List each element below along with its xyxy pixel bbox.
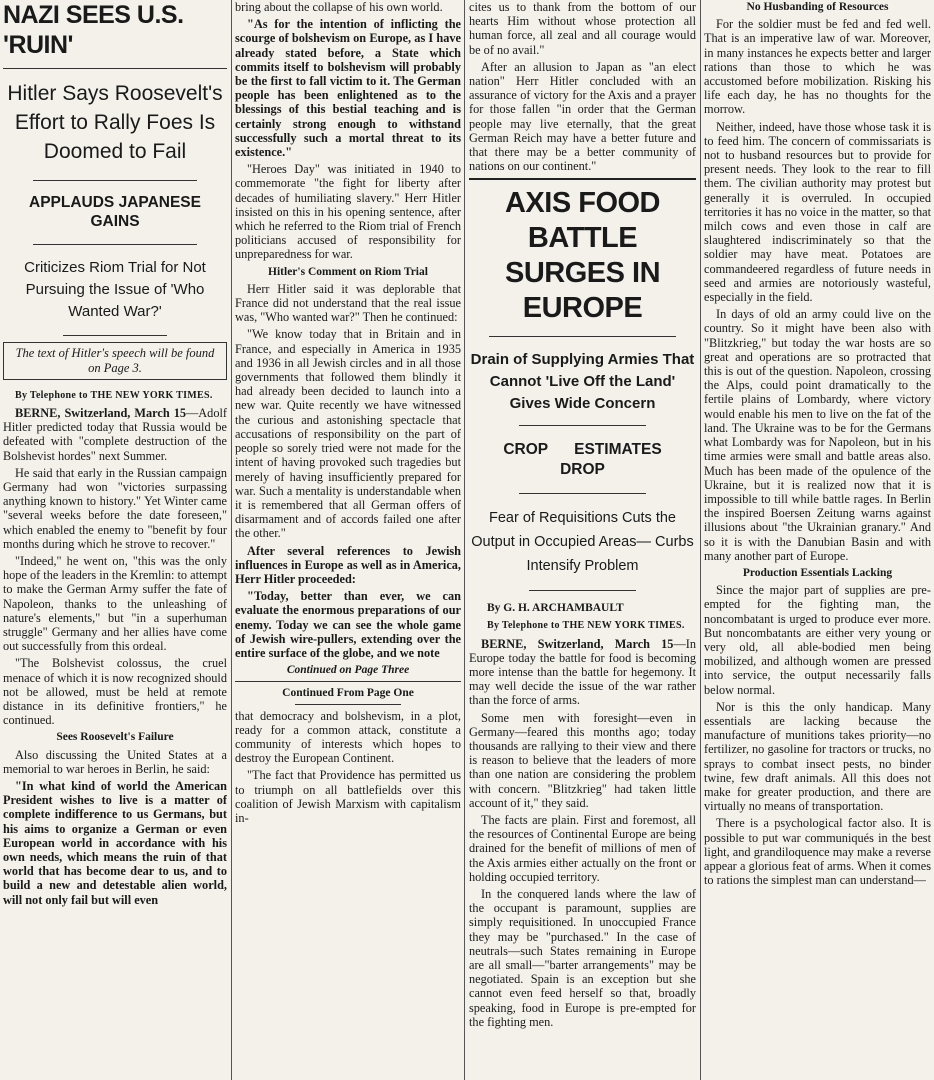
article-paragraph: "In what kind of world the American President wishes to live is a matter of complete indifference to us Germans, but his aims to organize a German or even European world in accordance with his own needs, which means the ruin of that world that has become dear to us, and to build a new and detestable alien world, will not only fail but will even [3, 779, 227, 907]
speech-text-note: The text of Hitler's speech will be found on Page 3. [3, 342, 227, 380]
divider [519, 425, 646, 426]
subhead-production-essentials: Production Essentials Lacking [742, 566, 893, 579]
article-paragraph: In the conquered lands where the law of the occupant is paramount, supplies are simply requisitioned. In unoccupied France they may be "purchased." In the case of neutrals—such States remaining in Europe are all small—"barter arrangements" may be negotiated. Spain is an exception but she cannot even feed herself so that, broadly speaking, food in Europe is pre-empted for the fighting men. [469, 887, 696, 1029]
paragraph-text: —Adolf Hitler predicted today that Russia would be defeated with "complete destruction of the Bolshevist hordes" next Summer. [3, 405, 227, 463]
article-paragraph: that democracy and bolshevism, in a plot, ready for a common attack, constitute a community of interests which hopes to destroy the European Continent. [235, 708, 461, 766]
column-2 [235, 0, 461, 828]
article-paragraph: "We know today that in Britain and in France, and especially in America in 1935 and 1936 in all Jewish circles and in all those governments that followed them blindly it had already been decided to launch into a new war. Quite recently we have witnessed the curious and astonishing spectacle that accusations of responsibility on the part of people so sorely tried were not made for the intent of having provoked such tragedies but merely of having insufficiently prepared for war. Such a mentality is understandable when it is remembered that all German offers of disarmament and of accords failed one after the other." [235, 327, 461, 541]
divider [33, 180, 197, 181]
divider [33, 244, 197, 245]
article-paragraph [3, 406, 227, 463]
byline-text: By Telephone to THE NEW YORK TIMES. [487, 620, 685, 632]
continued-on-page-three: Continued on Page Three [286, 664, 410, 677]
article-paragraph: For the soldier must be fed and fed well. That is an imperative law of war. Moreover, in many instances he expects better and larger rations than those to which he was accustomed before mobilization. Risking his life each day, he has no thoughts for the morrow. [704, 17, 931, 117]
article-paragraph: Nor is this the only handicap. Many essentials are lacking because the manufacture of munitions takes priority—no fertilizer, no gasoline for tractors or trucks, no sprays to combat insect pests, no binder twine, few draft animals. All this does not make for greater production, and there are virtually no means of transportation. [704, 699, 931, 814]
divider [3, 68, 227, 69]
divider [295, 704, 401, 705]
divider [469, 178, 696, 180]
subhead-no-husbanding: No Husbanding of Resources [746, 1, 889, 13]
deck-criticizes-riom: Criticizes Riom Trial for Not Pursuing the Issue of 'Who Wanted War?' [24, 258, 206, 320]
article-paragraph: Herr Hitler said it was deplorable that France did not understand that the real issue was, "Who wanted war?" Then he continued: [235, 281, 461, 325]
divider [235, 681, 461, 682]
article-paragraph: "The Bolshevist colossus, the cruel menace of which it is now recognized should not be allowed, must be held at remote distance in its definitive frontiers," he continued. [3, 656, 227, 728]
article-paragraph: There is a psychological factor also. It is possible to put war communiqués in the best light, and grandiloquence may make a reverse appear a glorious feat of arms. When it comes to rations the simplest man can understand— [704, 816, 931, 888]
article-paragraph [469, 637, 696, 708]
article-paragraph: The facts are plain. First and foremost, all the resources of Continental Europe are being drained for the benefit of millions of men of the Axis armies either actually on the front or holding occupied territory. [469, 813, 696, 884]
article-paragraph: Some men with foresight—even in Germany—feared this months ago; today thousands are rallying to their view and there is reason to believe that the leaders of more than one nation are considering the problem with concern. "Blitzkrieg" had taken little account of it," they said. [469, 710, 696, 810]
deck-crop-estimates-drop: CROP ESTIMATES DROP [503, 441, 662, 478]
divider [529, 590, 636, 591]
article-paragraph: "Indeed," he went on, "this was the only hope of the leaders in the Kremlin: to attempt to make the German Army suffer the fate of Napoleon, thanks to the unleashing of nature's elements," but "in a superhuman struggle" Germany and her allies have come out successfully from this ordeal. [3, 553, 227, 654]
byline [469, 618, 696, 633]
article-paragraph: He said that early in the Russian campaign Germany had won "victories surpassing anything known to history." Yet Winter came "several weeks before the date foreseen," which enabled the enemy to "benefit by four months during which he strove to recover." [3, 465, 227, 551]
article-paragraph: Since the major part of supplies are pre-empted for the fighting man, the noncombatant is urged to produce ever more. But noncombatants are either very young or very old, all able-bodied men being mobilized, and although women are pressed into service, the output necessarily falls below normal. [704, 583, 931, 697]
headline-nazi-sees-us-ruin: NAZI SEES U.S. 'RUIN' [3, 1, 184, 59]
deck-fear-of-requisitions: Fear of Requisitions Cuts the Output in Occupied Areas— Curbs Intensify Problem [471, 510, 694, 575]
divider [519, 493, 646, 494]
article-paragraph: cites us to thank from the bottom of our hearts Him without whose protection all human force, all zeal and all courage would be of no avail." [469, 0, 696, 57]
author-byline: By G. H. ARCHAMBAULT [487, 602, 624, 615]
dateline: BERNE, Switzerland, March 15 [481, 636, 674, 651]
continued-from-page-one: Continued From Page One [282, 687, 414, 700]
column-4 [704, 0, 931, 890]
article-paragraph: Also discussing the United States at a memorial to war heroes in Berlin, he said: [3, 747, 227, 776]
divider [63, 335, 167, 336]
byline [3, 388, 227, 403]
article-paragraph: bring about the collapse of his own world. [235, 0, 443, 14]
article-paragraph: In days of old an army could live on the country. So it might have been also with "Blitzkrieg," but today the war hosts are so great and operations are so protracted that this is out of the question. Napoleon, crossing the Alps, could point dramatically to the fertile plains of Lombardy, where victory would enable his men to live on the fat of the land. The Ukraine was to be for the Germans what Lombardy was for Napoleon, but in his time armies were small and battle areas also. Much has been made of the opulence of the Ukraine, but it is realized now that it is impossible to till while battle rages. In Berlin the inspired Boersen Zeitung warns against illusions about "the Ukrainian granary." And so it is with the Danubian Basin and with many another part of Europe. [704, 307, 931, 563]
byline-text: By Telephone to THE NEW YORK TIMES. [15, 389, 213, 401]
article-paragraph: "Today, better than ever, we can evaluate the enormous preparations of our enemy. Today we can see the whole game of Jewish wire-pullers, extending over the entire surface of the globe, and we note [235, 589, 461, 660]
headline-axis-food-battle: AXIS FOOD BATTLE SURGES IN EUROPE [504, 187, 661, 325]
divider [489, 336, 676, 337]
column-1 [3, 0, 227, 910]
subhead-hitlers-comment-riom: Hitler's Comment on Riom Trial [268, 265, 428, 278]
deck-hitler-says: Hitler Says Roosevelt's Effort to Rally Foes Is Doomed to Fail [7, 82, 223, 163]
article-paragraph: "Heroes Day" was initiated in 1940 to commemorate "the fight for liberty after decades of humiliating slavery." Herr Hitler insisted on this in his opening sentence, after which he referred to the Riom trial of French politicians accused of responsibility for unpreparedness for war. [235, 162, 461, 262]
column-3 [469, 0, 696, 1032]
column-rule [464, 0, 465, 1080]
article-paragraph: Neither, indeed, have those whose task it is to feed him. The concern of commissariats is not to husband resources but to provide for present needs. They look to the rear to fill them. The civilian authority may protest but generally it is overruled. In occupied territories it has no voice in the matter, so that milch cows and even those in calf are slaughtered indiscriminately so that the soldier may have meat. Potatoes are commandeered regardless of future needs in seed and armies are notoriously wasteful, especially in the field. [704, 119, 931, 305]
article-paragraph: "The fact that Providence has permitted us to triumph on all battlefields over this coalition of Jewish Marxism with capitalism in- [235, 768, 461, 825]
subhead-sees-roosevelts-failure: Sees Roosevelt's Failure [56, 731, 174, 744]
deck-drain-of-supplying: Drain of Supplying Armies That Cannot 'Live Off the Land' Gives Wide Concern [470, 351, 695, 413]
article-paragraph: After an allusion to Japan as "an elect nation" Herr Hitler concluded with an assurance of victory for the Axis and a prayer for those fallen "in order that the German people may live eternally, that the great German Reich may have a better future and that there may be a better community of nations on our continent." [469, 59, 696, 174]
article-paragraph: After several references to Jewish influences in Europe as well as in America, Herr Hitler proceeded: [235, 543, 461, 586]
paragraph-text: —In Europe today the battle for food is becoming more intense than the battle for hegemony. It may well decide the issue of the war rather than the force of arms. [469, 636, 696, 708]
deck-applauds-japanese-gains: APPLAUDS JAPANESE GAINS [29, 194, 201, 231]
article-paragraph: "As for the intention of inflicting the scourge of bolshevism on Europe, as I have already stated before, a State which commits itself to bolshevism will probably be the first to fall victim to it. The German people has been enlightened as to the blessings of this bestial teaching and is certainly strong enough to withstand successfully such a mortal threat to its existence." [235, 17, 461, 160]
dateline: BERNE, Switzerland, March 15 [15, 405, 186, 420]
column-rule [700, 0, 701, 1080]
column-rule [231, 0, 232, 1080]
